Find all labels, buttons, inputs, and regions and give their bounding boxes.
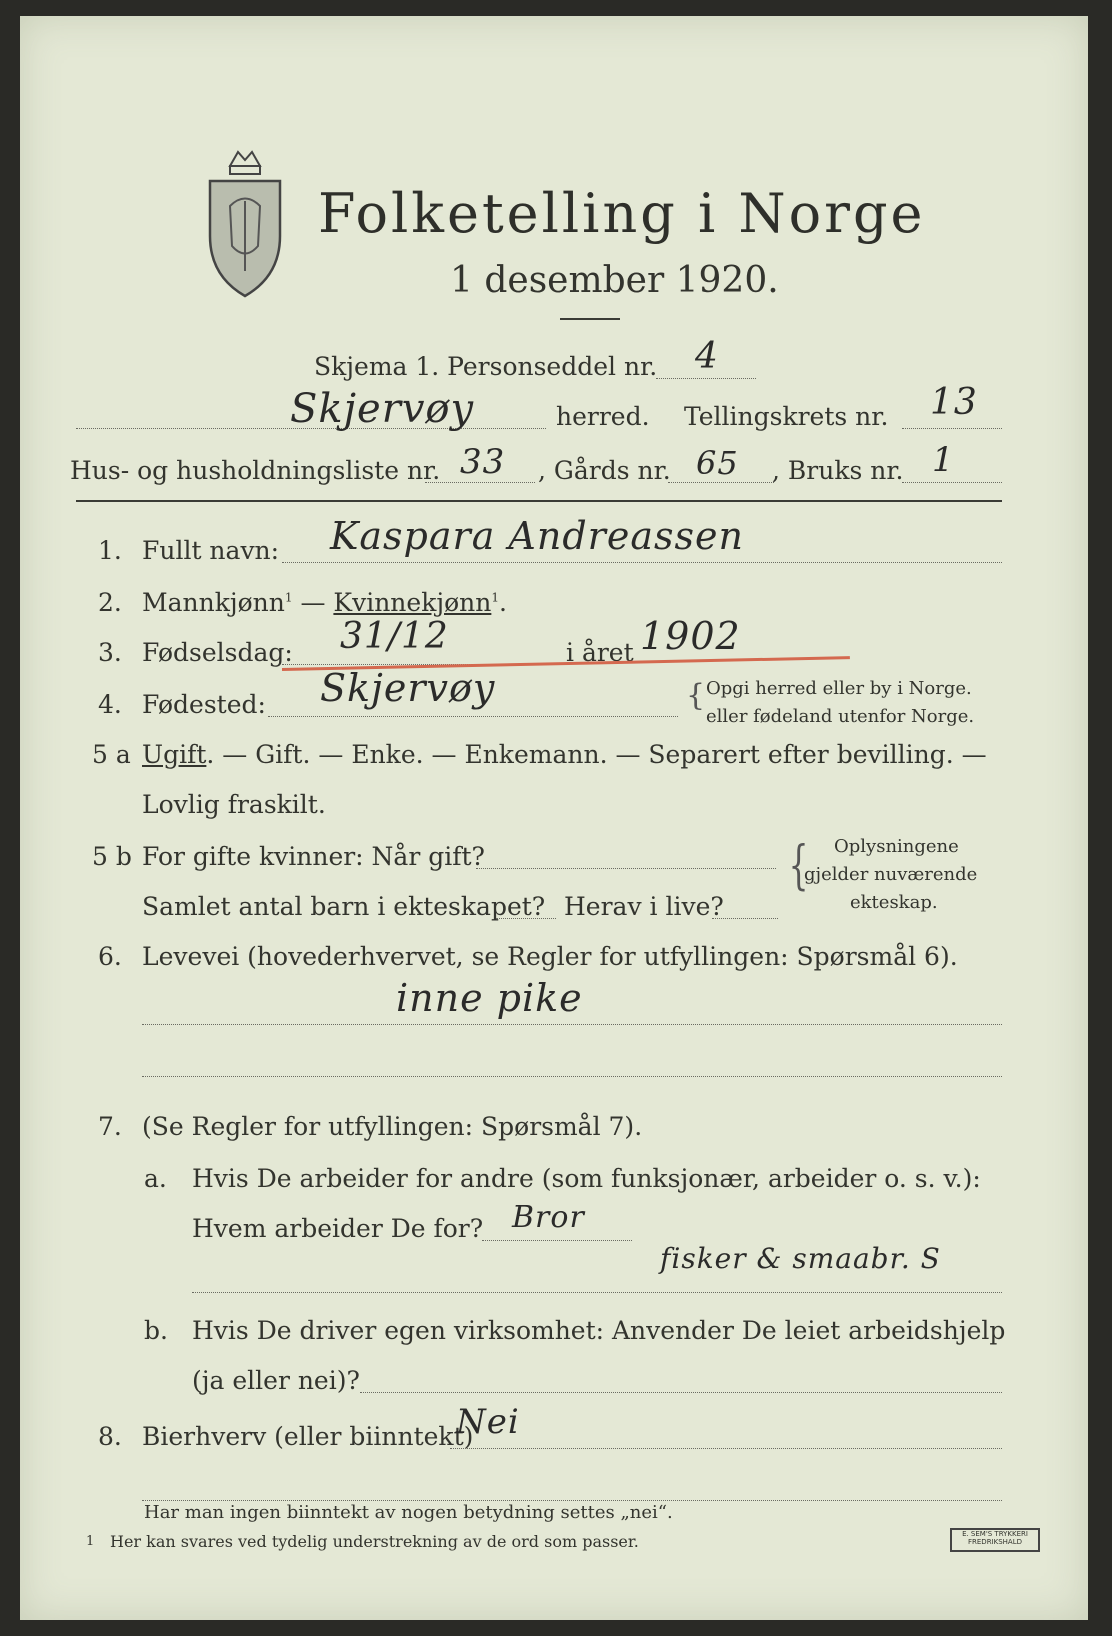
form-title: Folketelling i Norge — [318, 182, 926, 245]
q8-label: Bierhverv (eller biinntekt) — [142, 1422, 474, 1451]
tellingskrets-value: 13 — [930, 382, 978, 423]
husliste-line — [425, 482, 535, 483]
q8-line-1 — [450, 1448, 1002, 1449]
q5a-number: 5 a — [92, 740, 131, 769]
q2-options: Mannkjønn$^1$ — Kvinnekjønn$^1$. — [142, 588, 507, 617]
q6-number: 6. — [98, 942, 122, 971]
herred-value: Skjervøy — [290, 386, 475, 432]
gards-line — [668, 482, 774, 483]
q5b-children-line — [496, 918, 556, 919]
q5b-note-2: gjelder nuværende — [804, 864, 978, 885]
q6-line-2 — [142, 1076, 1002, 1077]
q3-label: Fødselsdag: — [142, 638, 293, 667]
footnote-number: 1 — [86, 1534, 95, 1549]
bruks-value: 1 — [932, 440, 955, 480]
printer-stamp: E. SEM'S TRYKKERI FREDRIKSHALD — [950, 1528, 1040, 1552]
q2-number: 2. — [98, 588, 122, 617]
q7a-line2: Hvem arbeider De for? — [192, 1214, 484, 1243]
biinntekt-note: Har man ingen biinntekt av nogen betydning settes „nei“. — [144, 1502, 673, 1523]
q5a-options — [142, 740, 987, 769]
q7b-letter: b. — [144, 1316, 168, 1345]
tellingskrets-line — [902, 428, 1002, 429]
q5b-alive-line — [712, 918, 778, 919]
q1-number: 1. — [98, 536, 122, 565]
q7b-line2: (ja eller nei)? — [192, 1366, 360, 1395]
full-name-value: Kaspara Andreassen — [330, 514, 744, 558]
q8-number: 8. — [98, 1422, 122, 1451]
gards-label: , Gårds nr. — [538, 456, 671, 485]
mannkjonn-option: Mannkjønn — [142, 588, 285, 617]
birthyear-value: 1902 — [640, 614, 741, 658]
footnote-text: Her kan svares ved tydelig understrekning av de ord som passer. — [110, 1532, 639, 1551]
q7-number: 7. — [98, 1112, 122, 1141]
birthdate-value: 31/12 — [340, 616, 449, 657]
census-date: 1 desember 1920. — [450, 260, 779, 301]
q7a-line1: Hvis De arbeider for andre (som funksjonær, arbeider o. s. v.): — [192, 1164, 981, 1193]
q5b-note-1: Oplysningene — [834, 836, 959, 857]
q8-line-2 — [142, 1500, 1002, 1501]
title-divider — [560, 318, 620, 320]
kvinnekjonn-option: Kvinnekjønn — [333, 588, 492, 617]
q7a-employer-line — [482, 1240, 632, 1241]
q5b-line1: For gifte kvinner: Når gift? — [142, 842, 485, 871]
q7a-extra-line — [192, 1292, 1002, 1293]
occupation-value: inne pike — [396, 976, 583, 1020]
q5b-when-line — [476, 868, 776, 869]
skjema-number: 4 — [695, 336, 719, 377]
coat-of-arms-icon — [200, 146, 290, 306]
q5b-number: 5 b — [92, 842, 132, 871]
birthplace-value: Skjervøy — [320, 666, 496, 710]
census-form: Folketelling i Norge 1 desember 1920. Skjema 1. Personseddel nr. 4 Skjervøy herred. Tellingskrets nr. 13 Hus- og husholdningsliste nr. 33 , Gårds nr. 65 , Bruks nr. 1 1. Fullt navn: Kaspara Andreassen 2. Mannkjønn$^1$ — Kvinnekjønn$^1$. 3. Fødselsdag: 31/12 i året 1902 4. Fødested: Skjervøy { Opgi herred eller by i Norge. eller fødeland utenfor Norge. 5 a Ugift. — Gift. — Enke. — Enkemann. — Separert efter bevilling. — Lovlig fraskilt. 5 b For gifte kvinner: Når gift? Samlet antal barn i ekteskapet? Herav i live? { Oplysningene gjelder nuværende ekteskap. 6. Levevei (hovederhvervet, se Regler for utfyllingen: Spørsmål 6). inne pike 7. (Se Regler for utfyllingen: Spørsmål 7). a. Hvis De arbeider for andre (som funksjonær, arbeider o. s. v.): Hvem arbeider De for? Bror fisker & smaabr. S b. Hvis De driver egen virksomhet: Anvender De leiet arbeidshjelp (ja eller nei)? 8. Bierhverv (eller biinntekt) Nei Har man ingen biinntekt av nogen betydning settes „nei“. 1 Her kan svares ved tydelig understrekning av de ord som passer. E. SEM'S TRYKKERI FREDRIKSHALD — [20, 16, 1088, 1620]
husliste-value: 33 — [460, 442, 506, 482]
side-income-value: Nei — [456, 1402, 520, 1442]
q4-note-2: eller fødeland utenfor Norge. — [706, 706, 975, 727]
skjema-number-line — [656, 378, 756, 379]
ugift-option: Ugift — [142, 740, 207, 769]
q7b-line1: Hvis De driver egen virksomhet: Anvender De leiet arbeidshjelp — [192, 1316, 1006, 1345]
skjema-label: Skjema 1. Personseddel nr. — [314, 352, 658, 381]
q1-label: Fullt navn: — [142, 536, 280, 565]
tellingskrets-label: Tellingskrets nr. — [684, 402, 889, 431]
herred-label: herred. — [556, 402, 650, 431]
q7-label: (Se Regler for utfyllingen: Spørsmål 7). — [142, 1112, 643, 1141]
q1-line — [282, 562, 1002, 563]
q5b-alive-label: Herav i live? — [564, 892, 724, 921]
husliste-label: Hus- og husholdningsliste nr. — [70, 456, 441, 485]
q7a-letter: a. — [144, 1164, 167, 1193]
q4-label: Fødested: — [142, 690, 266, 719]
q3-number: 3. — [98, 638, 122, 667]
q7b-line — [360, 1392, 1002, 1393]
header-rule — [76, 500, 1002, 502]
q4-note-1: Opgi herred eller by i Norge. — [706, 678, 972, 699]
employer-note: fisker & smaabr. S — [660, 1242, 941, 1275]
q5b-children-label: Samlet antal barn i ekteskapet? — [142, 892, 546, 921]
bruks-line — [902, 482, 1002, 483]
q6-label: Levevei (hovederhvervet, se Regler for utfyllingen: Spørsmål 6). — [142, 942, 958, 971]
q3-year-label: i året — [566, 638, 634, 667]
employer-value: Bror — [512, 1200, 585, 1235]
q4-line — [268, 716, 678, 717]
bruks-label: , Bruks nr. — [772, 456, 904, 485]
q4-number: 4. — [98, 690, 122, 719]
q5a-line2: Lovlig fraskilt. — [142, 790, 326, 819]
gards-value: 65 — [696, 444, 739, 482]
q6-line-1 — [142, 1024, 1002, 1025]
marital-options-rest: . — Gift. — Enke. — Enkemann. — Separert efter bevilling. — — [206, 740, 987, 769]
q5b-note-3: ekteskap. — [850, 892, 938, 913]
